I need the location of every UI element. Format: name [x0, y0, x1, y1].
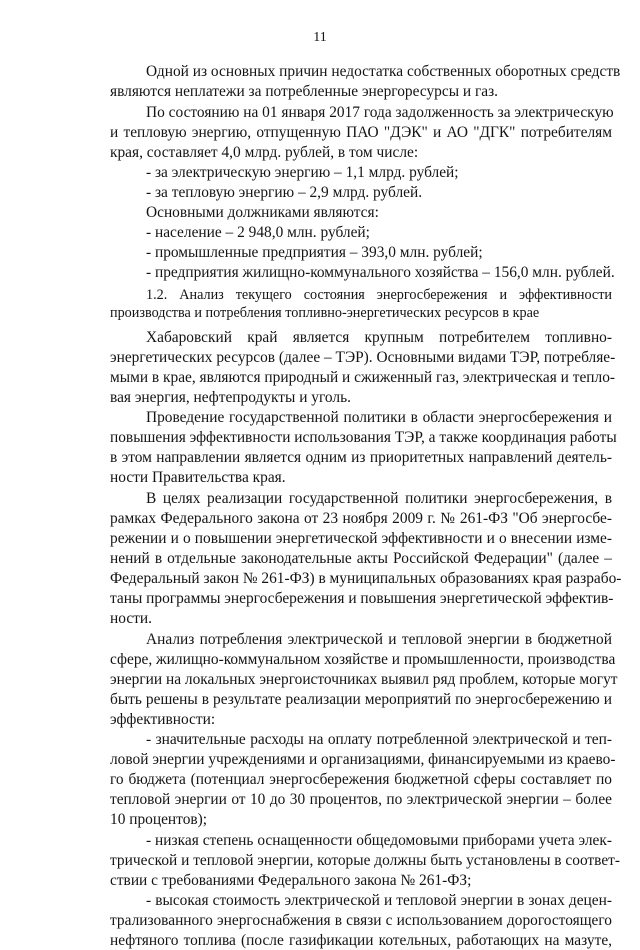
page-number: 11 [313, 30, 327, 45]
paragraph-line: в этом направлении является одним из приоритетных направлений деятель- [110, 449, 612, 466]
paragraph-line: трализованного энергоснабжения в связи с использованием дорогостоящего [110, 911, 612, 929]
paragraph-line: вая энергия, нефтепродукты и уголь. [110, 389, 351, 406]
paragraph-line: Хабаровский край является крупным потребителем топливно- [146, 329, 612, 346]
paragraph-line: - предприятия жилищно-коммунального хозяйства – 156,0 млн. рублей. [146, 264, 615, 281]
paragraph-line: По состоянию на 01 января 2017 года задолженность за электрическую [146, 104, 614, 121]
section-heading-line: производства и потребления топливно-энергетических ресурсов в крае [110, 305, 540, 321]
paragraph-line: сфере, жилищно-коммунальном хозяйстве и промышленности, производства [110, 651, 616, 668]
paragraph-line: повышения эффективности использования ТЭР, а также координация работы [110, 429, 617, 446]
paragraph-line: - население – 2 948,0 млн. рублей; [146, 224, 370, 241]
paragraph-line: 10 процентов); [110, 811, 208, 828]
paragraph-line: трической и тепловой энергии, которые должны быть установлены в соответ- [110, 852, 621, 869]
paragraph-line: ловой энергии учреждениями и организациями, финансируемыми из краево- [110, 751, 616, 768]
paragraph-line: Проведение государственной политики в области энергосбережения и [146, 409, 612, 426]
paragraph-line: и тепловую энергию, отпущенную ПАО "ДЭК" и АО "ДГК" потребителям [110, 124, 612, 141]
paragraph-line: являются неплатежи за потребленные энергоресурсы и газ. [110, 83, 499, 100]
paragraph-line: Анализ потребления электрической и тепловой энергии в бюджетной [146, 631, 612, 648]
paragraph-line: мыми в крае, являются природный и сжиженный газ, электрическая и тепло- [110, 369, 616, 386]
paragraph-line: Одной из основных причин недостатка собственных оборотных средств [146, 63, 621, 80]
paragraph-line: В целях реализации государственной политики энергосбережения, в [146, 490, 612, 507]
paragraph-line: энергетических ресурсов (далее – ТЭР). Основными видами ТЭР, потребляе- [110, 349, 616, 366]
paragraph-line: таны программы энергосбережения и повышения энергетической эффектив- [110, 590, 614, 607]
paragraph-line: - значительные расходы на оплату потребленной электрической и теп- [146, 731, 612, 748]
paragraph-line: режении и о повышении энергетической эффективности и о внесении изме- [110, 530, 612, 547]
paragraph-line: - за электрическую энергию – 1,1 млрд. рублей; [146, 164, 459, 181]
paragraph-line: ности Правительства края. [110, 469, 286, 486]
paragraph-line: нений в отдельные законодательные акты Российской Федерации" (далее – [110, 550, 612, 567]
paragraph-line: - промышленные предприятия – 393,0 млн. рублей; [146, 244, 483, 261]
paragraph-line: ствии с требованиями Федерального закона № 261-ФЗ; [110, 872, 472, 889]
paragraph-line: - за тепловую энергию – 2,9 млрд. рублей. [146, 184, 423, 201]
paragraph-line: - низкая степень оснащенности общедомовыми приборами учета элек- [146, 832, 612, 849]
paragraph-line: нефтяного топлива (после газификации котельных, работающих на мазуте, [110, 931, 612, 949]
paragraph-line: ности. [110, 610, 152, 627]
paragraph-line: тепловой энергии от 10 до 30 процентов, по электрической энергии – более [110, 791, 612, 808]
paragraph-line: Федеральный закон № 261-ФЗ) в муниципальных образованиях края разрабо- [110, 570, 622, 587]
paragraph-line: энергии на локальных энергоисточниках выявил ряд проблем, которые могут [110, 671, 618, 688]
paragraph-line: рамках Федерального закона от 23 ноября 2009 г. № 261-ФЗ "Об энергосбе- [110, 510, 612, 527]
paragraph-line: го бюджета (потенциал энергосбережения бюджетной сферы составляет по [110, 771, 612, 788]
paragraph-line: быть решены в результате реализации мероприятий по энергосбережению и [110, 691, 612, 708]
paragraph-line: - высокая стоимость электрической и тепловой энергии в зонах децен- [146, 892, 612, 909]
paragraph-line: Основными должниками являются: [146, 204, 379, 221]
section-heading-line: 1.2. Анализ текущего состояния энергосбережения и эффективности [146, 287, 612, 303]
paragraph-line: эффективности: [110, 711, 216, 728]
paragraph-line: края, составляет 4,0 млрд. рублей, в том числе: [110, 144, 419, 161]
